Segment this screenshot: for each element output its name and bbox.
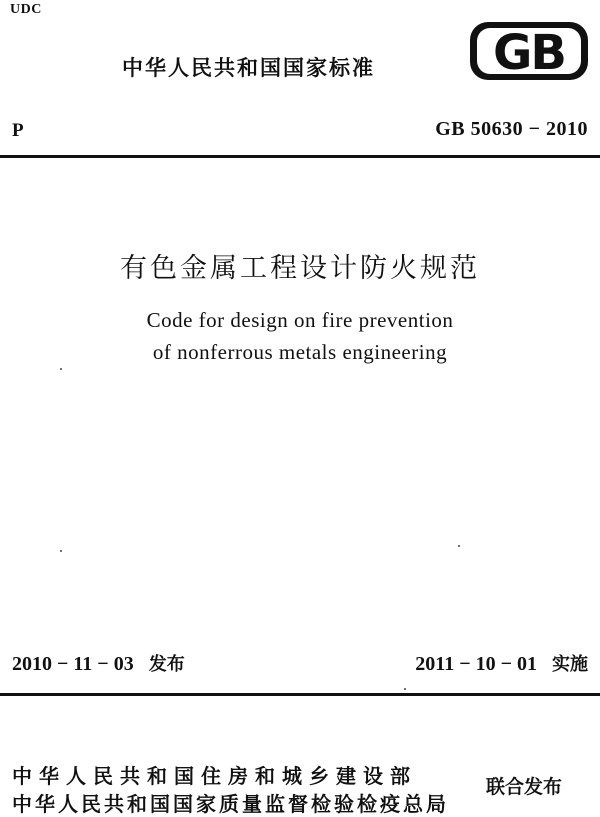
title-english-line-1: Code for design on fire prevention: [146, 308, 454, 332]
joint-issue-label: 联合发布: [486, 776, 563, 798]
standard-type-heading: 中华人民共和国国家标准: [122, 56, 375, 80]
title-chinese: 有色金属工程设计防火规范: [120, 253, 480, 284]
classification-category: P: [12, 120, 24, 141]
implementation-date: 2011 − 10 − 01: [415, 653, 537, 675]
standard-number: GB 50630 − 2010: [435, 118, 588, 140]
issuer-aqsiq: 中华人民共和国国家质量监督检验检疫总局: [12, 792, 449, 816]
udc-label: UDC: [10, 2, 42, 17]
top-divider: [0, 155, 600, 158]
gb-logo-text: GB: [493, 25, 565, 81]
implementation-label: 实施: [552, 654, 588, 675]
bottom-divider: [0, 693, 600, 696]
issue-date-line: [12, 650, 185, 676]
scan-speck: [60, 550, 62, 552]
scan-speck: [60, 368, 62, 370]
scan-speck: [458, 545, 460, 547]
issue-date: 2010 − 11 − 03: [12, 653, 134, 675]
issue-label: 发布: [148, 654, 185, 675]
gb-logo: [468, 20, 590, 82]
title-english: [0, 304, 600, 368]
scan-speck: [404, 688, 406, 690]
title-english-line-2: of nonferrous metals engineering: [152, 340, 448, 364]
implementation-date-line: [415, 650, 588, 676]
issuer-ministry: 中华人民共和国住房和城乡建设部: [12, 764, 417, 788]
